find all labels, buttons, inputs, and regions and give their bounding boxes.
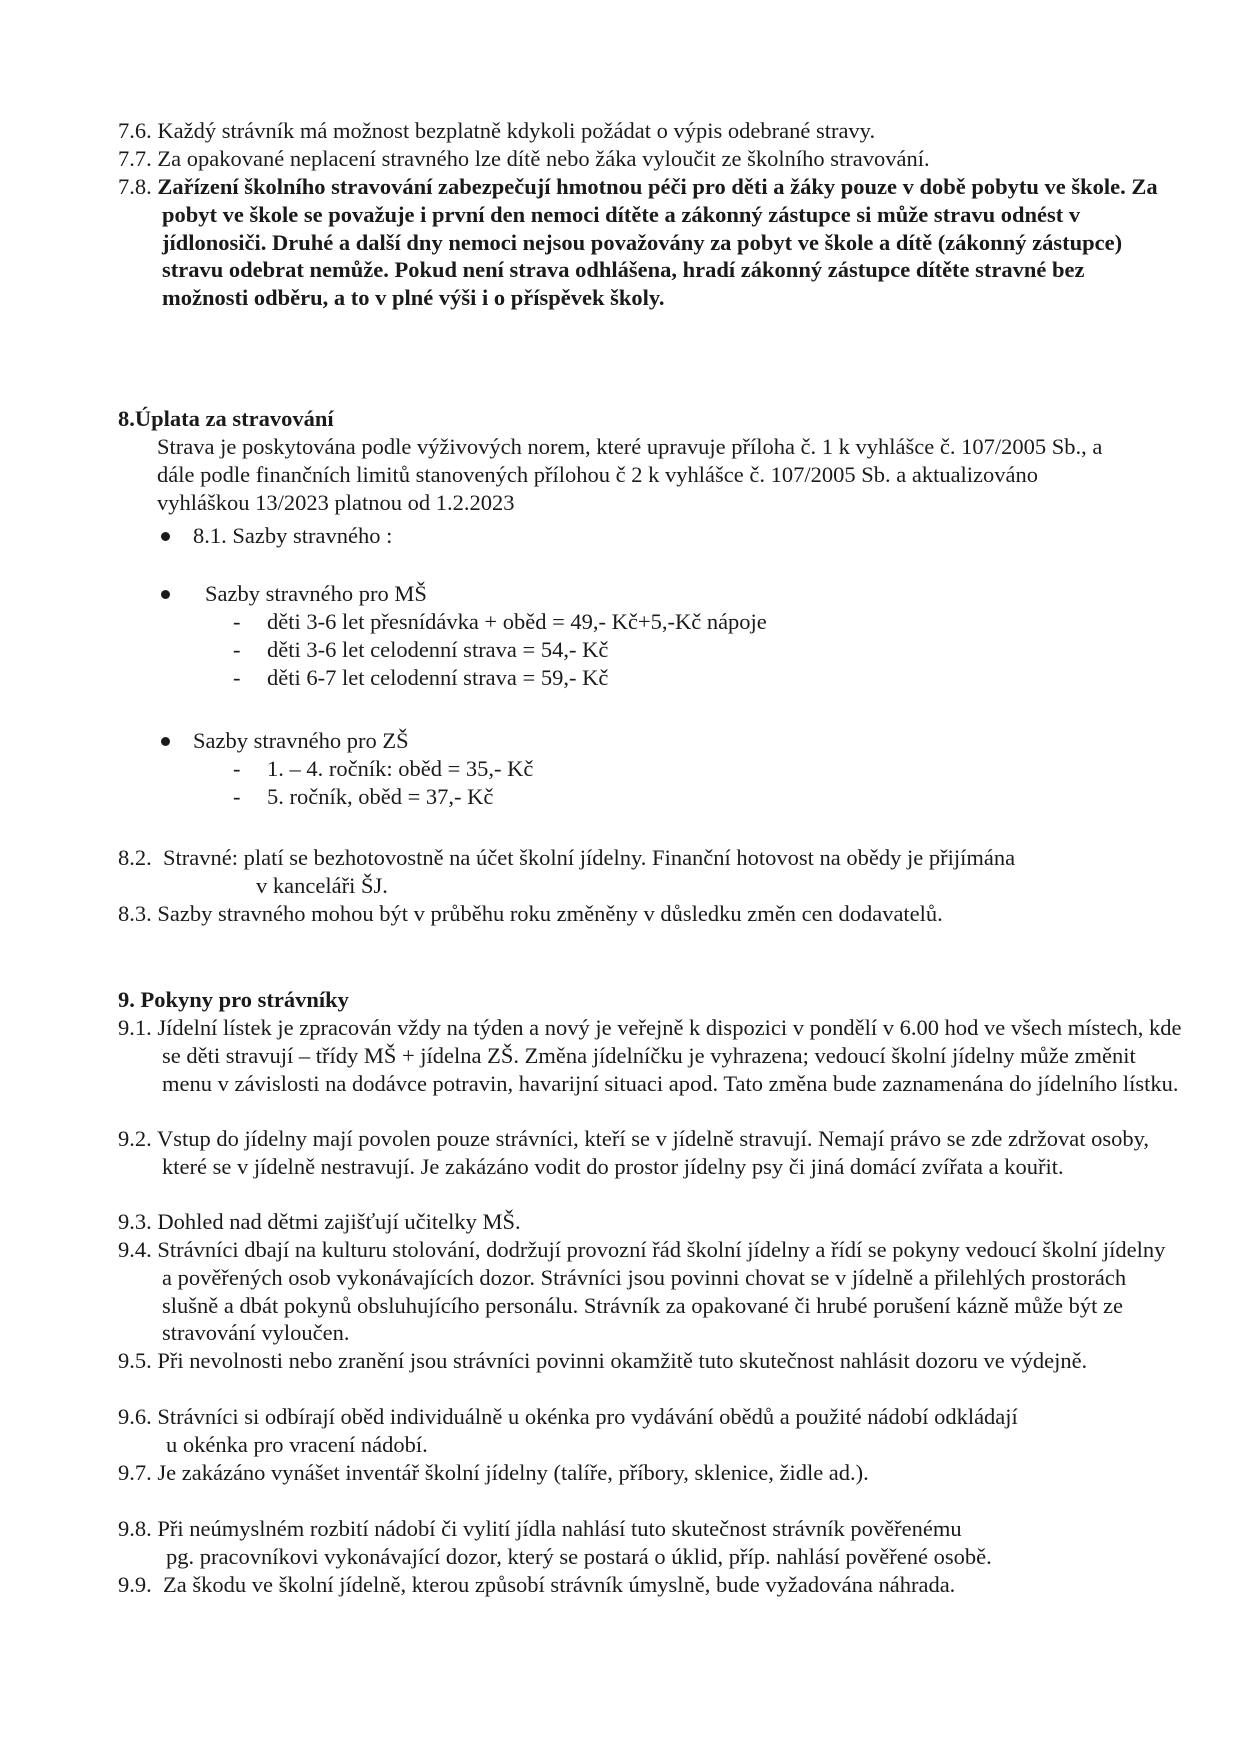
- section-8-intro: Strava je poskytována podle výživových norem, které upravuje příloha č. 1 k vyhlášce č. 107/2005 Sb., a dále podle finančních limitů stanovených přílohou č 2 k vyhlášce č. 107/2005 Sb. a aktualizováno vyhláškou 13/2023 platnou od 1.2.2023: [157, 434, 1103, 515]
- section-8-heading: 8.Úplata za stravování: [118, 406, 334, 431]
- paragraph-7-7: 7.7. Za opakované neplacení stravného lze dítě nebo žáka vyloučit ze školního stravování.: [118, 146, 930, 171]
- paragraph-9-9: 9.9. Za škodu ve školní jídelně, kterou způsobí strávník úmyslně, bude vyžadována náhrada.: [118, 1572, 956, 1597]
- paragraph-9-6: 9.6. Strávníci si odbírají oběd individuálně u okénka pro vydávání obědů a použité nádobí odkládají: [118, 1404, 1018, 1429]
- paragraph-9-8-line2: pg. pracovníkovi vykonávající dozor, který se postará o úklid, příp. nahlásí pověřené osobě.: [166, 1544, 992, 1569]
- bullet-dot: [161, 532, 170, 541]
- zs-rate-item: - 5. ročník, oběd = 37,- Kč: [233, 784, 494, 809]
- ms-rate-item: - děti 6-7 let celodenní strava = 59,- Kč: [233, 665, 609, 690]
- paragraph-9-8: 9.8. Při neúmyslném rozbití nádobí či vylití jídla nahlásí tuto skutečnost strávník pověřenému: [118, 1516, 962, 1541]
- paragraph-9-5: 9.5. Při nevolnosti nebo zranění jsou strávníci povinni okamžitě tuto skutečnost nahlásit dozoru ve výdejně.: [118, 1348, 1088, 1373]
- section-9-heading: 9. Pokyny pro strávníky: [118, 987, 349, 1012]
- paragraph-8-2: 8.2. Stravné: platí se bezhotovostně na účet školní jídelny. Finanční hotovost na obědy je přijímána: [118, 845, 1016, 870]
- paragraph-8-3: 8.3. Sazby stravného mohou být v průběhu roku změněny v důsledku změn cen dodavatelů.: [118, 901, 943, 926]
- ms-rate-item: - děti 3-6 let přesnídávka + oběd = 49,- Kč+5,-Kč nápoje: [233, 609, 767, 634]
- ms-rate-item: - děti 3-6 let celodenní strava = 54,- Kč: [233, 637, 609, 662]
- paragraph-9-4: 9.4. Strávníci dbají na kulturu stolování, dodržují provozní řád školní jídelny a řídí se pokyny vedoucí školní jídelny a pověřených osob vykonávajících dozor. Strávníci jsou povinni chovat se v jídelně a přilehlých prostorách slušně a dbát pokynů obsluhujícího personálu. Strávník za opakované či hrubé porušení kázně může být ze stravování vyloučen.: [118, 1237, 1166, 1346]
- paragraph-7-6: 7.6. Každý strávník má možnost bezplatně kdykoli požádat o výpis odebrané stravy.: [118, 118, 876, 143]
- bullet-ms-rates: Sazby stravného pro MŠ: [205, 580, 427, 608]
- bullet-dot: [161, 590, 170, 599]
- bullet-zs-rates: Sazby stravného pro ZŠ: [193, 727, 409, 755]
- paragraph-9-1: 9.1. Jídelní lístek je zpracován vždy na týden a nový je veřejně k dispozici v pondělí v 6.00 hod ve všech místech, kde se děti stravují – třídy MŠ + jídelna ZŠ. Změna jídelníčku je vyhrazena; vedoucí školní jídelny může změnit menu v závislosti na dodávce potravin, havarijní situaci apod. Tato změna bude zaznamenána do jídelního lístku.: [118, 1015, 1182, 1096]
- bullet-dot: [161, 737, 170, 746]
- zs-rate-item: - 1. – 4. ročník: oběd = 35,- Kč: [233, 756, 534, 781]
- paragraph-7-8: 7.8. Zařízení školního stravování zabezpečují hmotnou péči pro děti a žáky pouze v době pobytu ve škole. Za pobyt ve škole se považuje i první den nemoci dítěte a zákonný zástupce si může stravu odnést v jídlonosiči. Druhé a další dny nemoci nejsou považovány za pobyt ve škole a dítě (zákonný zástupce) stravu odebrat nemůže. Pokud není strava odhlášena, hradí zákonný zástupce dítěte stravné bez možnosti odběru, a to v plné výši i o příspěvek školy.: [118, 174, 1158, 311]
- paragraph-9-7: 9.7. Je zakázáno vynášet inventář školní jídelny (talíře, příbory, sklenice, židle ad.).: [118, 1460, 869, 1485]
- paragraph-9-6-line2: u okénka pro vracení nádobí.: [166, 1432, 428, 1457]
- paragraph-9-2: 9.2. Vstup do jídelny mají povolen pouze strávníci, kteří se v jídelně stravují. Nemají právo se zde zdržovat osoby, které se v jídelně nestravují. Je zakázáno vodit do prostor jídelny psy či jiná domácí zvířata a kouřit.: [118, 1126, 1150, 1179]
- paragraph-9-3: 9.3. Dohled nad dětmi zajišťují učitelky MŠ.: [118, 1209, 521, 1234]
- paragraph-8-2-line2: v kanceláři ŠJ.: [256, 873, 388, 898]
- bullet-8-1: 8.1. Sazby stravného :: [193, 522, 392, 550]
